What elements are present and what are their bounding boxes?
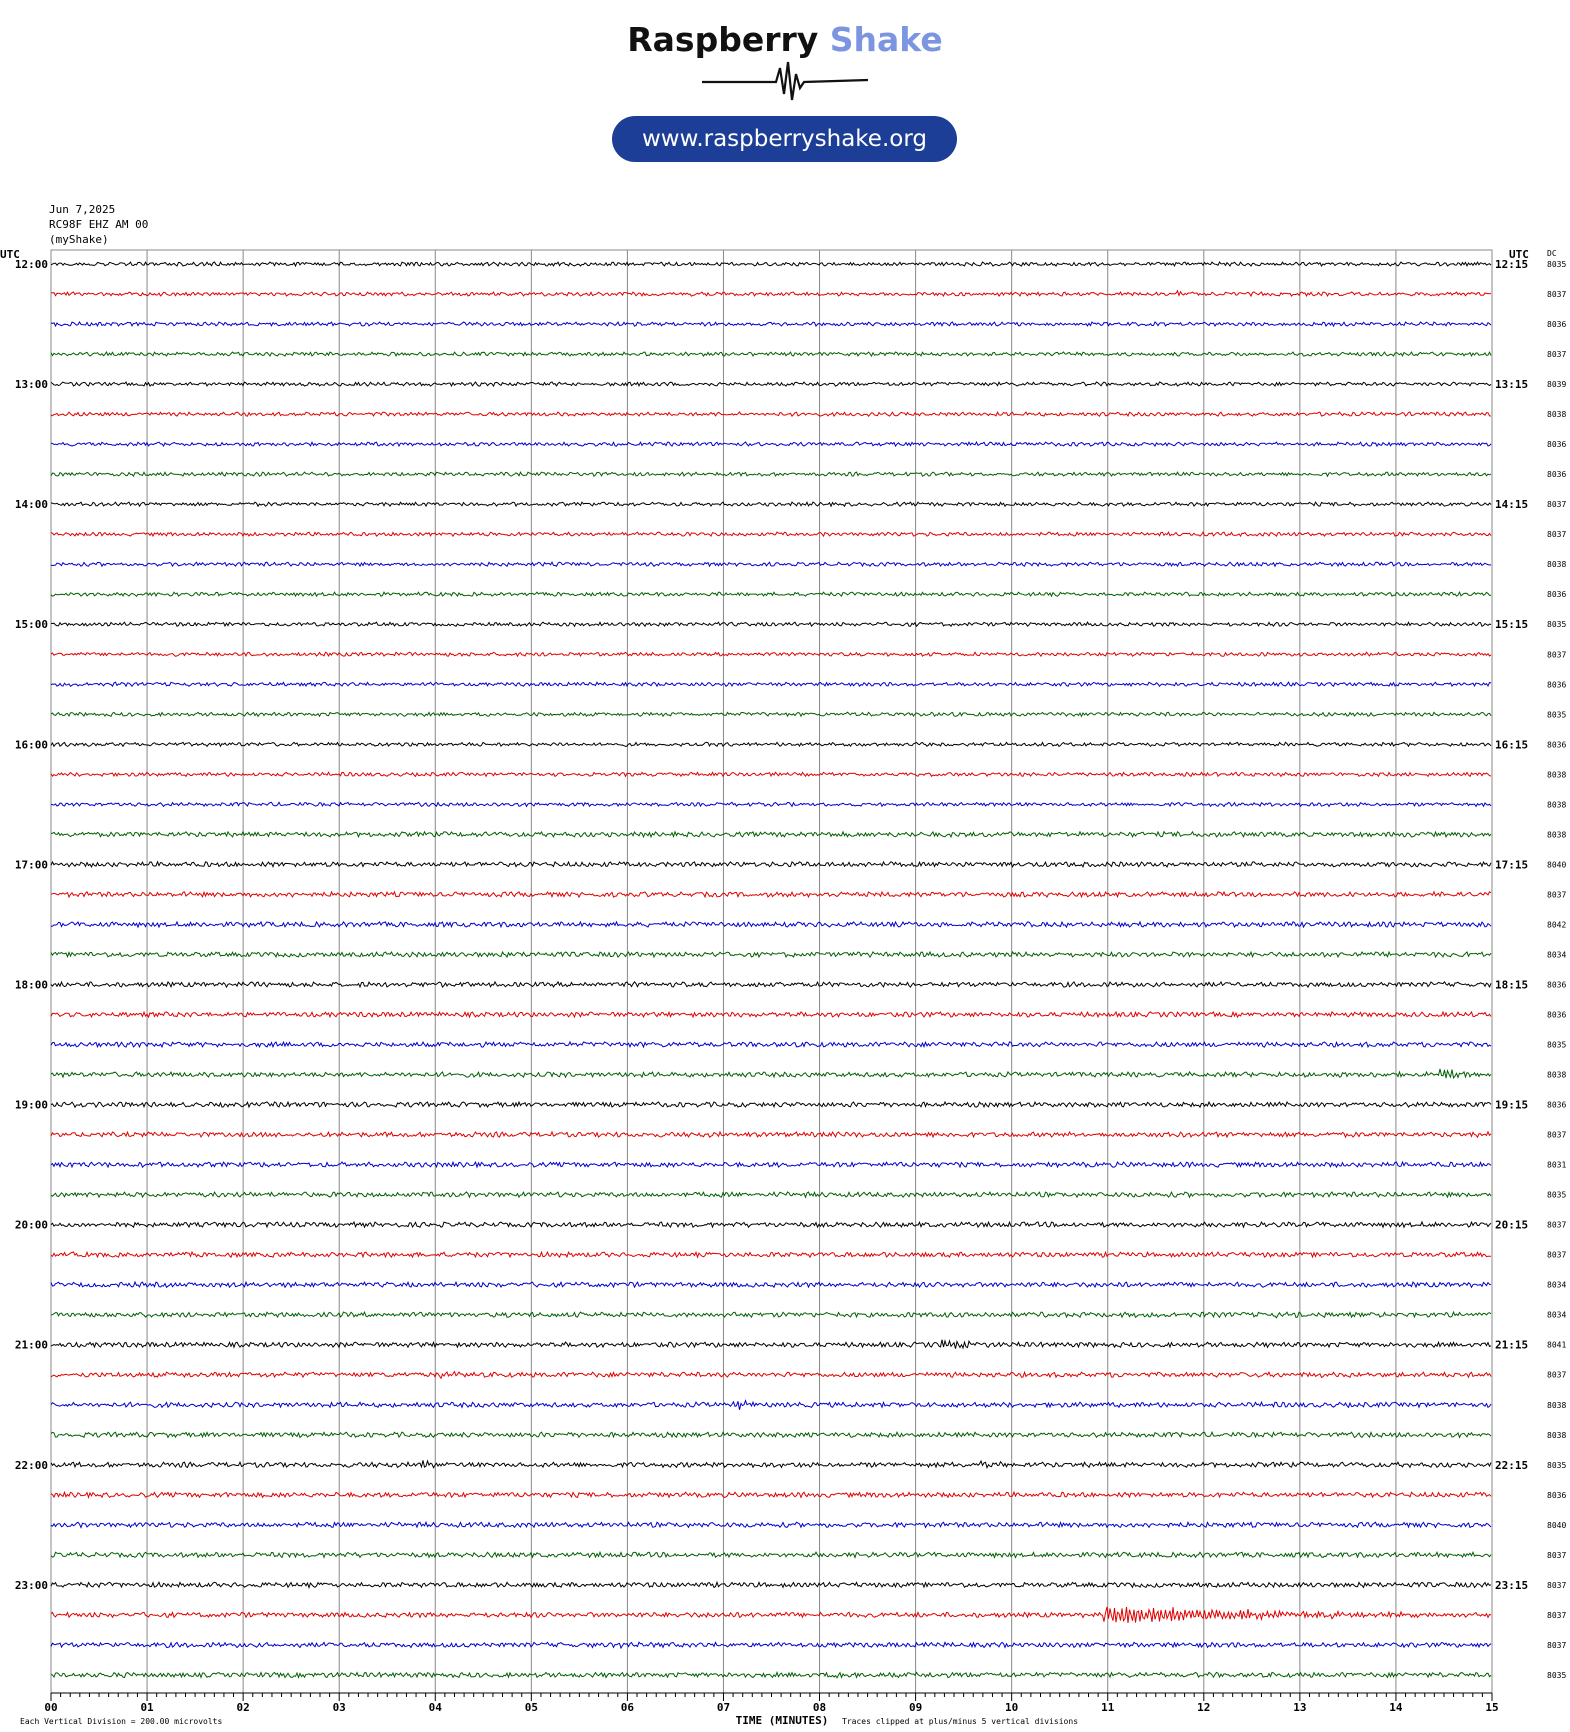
dc-value: 8035 (1547, 1460, 1567, 1470)
dc-value: 8037 (1547, 1130, 1567, 1140)
dc-value: 8034 (1547, 1280, 1567, 1290)
left-utc-header: UTC (0, 248, 20, 261)
dc-value: 8038 (1547, 770, 1567, 780)
trace-line-3 (51, 352, 1491, 356)
left-hour-label: 22:00 (14, 1458, 48, 1472)
trace-line-12 (51, 622, 1491, 626)
right-hour-label: 19:15 (1495, 1098, 1529, 1112)
station-label: RC98F EHZ AM 00 (49, 218, 149, 231)
x-tick-label: 04 (428, 1701, 442, 1714)
dc-value: 8034 (1547, 1310, 1567, 1320)
trace-line-14 (51, 682, 1491, 686)
right-hour-label: 17:15 (1495, 858, 1529, 872)
dc-value: 8036 (1547, 470, 1567, 480)
right-hour-label: 21:15 (1495, 1338, 1529, 1352)
x-tick-label: 07 (716, 1701, 731, 1714)
dc-value: 8036 (1547, 740, 1567, 750)
trace-line-16 (51, 742, 1491, 746)
trace-line-17 (51, 772, 1491, 776)
trace-line-42 (51, 1522, 1491, 1527)
trace-line-18 (51, 802, 1491, 806)
dc-value: 8036 (1547, 590, 1567, 600)
trace-line-26 (51, 1042, 1491, 1047)
dc-value: 8037 (1547, 350, 1567, 360)
dc-value: 8037 (1547, 500, 1567, 510)
dc-value: 8038 (1547, 410, 1567, 420)
right-hour-label: 20:15 (1495, 1218, 1529, 1232)
left-hour-label: 17:00 (14, 858, 48, 872)
x-tick-label: 02 (236, 1701, 250, 1714)
right-hour-label: 16:15 (1495, 738, 1529, 752)
dc-value: 8038 (1547, 1430, 1567, 1440)
right-hour-label: 18:15 (1495, 978, 1529, 992)
x-tick-label: 05 (524, 1701, 538, 1714)
dc-value: 8037 (1547, 1580, 1567, 1590)
dc-value: 8037 (1547, 650, 1567, 660)
trace-line-6 (51, 442, 1491, 446)
right-hour-label: 12:15 (1495, 258, 1529, 271)
x-tick-label: 13 (1293, 1701, 1307, 1714)
left-hour-label: 18:00 (14, 978, 48, 992)
dc-value: 8038 (1547, 830, 1567, 840)
trace-line-11 (51, 592, 1491, 596)
trace-line-27 (51, 1069, 1491, 1078)
trace-line-38 (51, 1401, 1491, 1410)
trace-line-34 (51, 1282, 1491, 1287)
date-label: Jun 7,2025 (49, 203, 116, 216)
x-axis-label: TIME (MINUTES) (735, 1714, 829, 1727)
x-tick-label: 09 (908, 1701, 923, 1714)
x-tick-label: 08 (812, 1701, 827, 1714)
network-label: (myShake) (49, 233, 109, 246)
footer-clip-note: Traces clipped at plus/minus 5 vertical divisions (842, 1717, 1079, 1726)
dc-value: 8036 (1547, 1100, 1567, 1110)
dc-value: 8035 (1547, 710, 1567, 720)
trace-line-1 (51, 291, 1491, 296)
dc-value: 8038 (1547, 1400, 1567, 1410)
trace-line-46 (51, 1642, 1491, 1648)
x-tick-label: 15 (1485, 1701, 1499, 1714)
trace-line-32 (51, 1222, 1491, 1227)
trace-line-4 (51, 382, 1491, 386)
trace-line-7 (51, 472, 1491, 476)
x-tick-label: 06 (620, 1701, 635, 1714)
trace-line-41 (51, 1492, 1491, 1497)
dc-value: 8036 (1547, 1490, 1567, 1500)
trace-line-9 (51, 532, 1491, 536)
x-tick-label: 10 (1005, 1701, 1019, 1714)
website-url-link[interactable]: www.raspberryshake.org (612, 116, 957, 162)
dc-value: 8037 (1547, 1370, 1567, 1380)
trace-line-20 (51, 862, 1491, 867)
footer-scale-note: Each Vertical Division = 200.00 microvolts (20, 1717, 223, 1726)
dc-value: 8036 (1547, 680, 1567, 690)
dc-value: 8036 (1547, 440, 1567, 450)
right-hour-label: 13:15 (1495, 378, 1529, 392)
trace-line-2 (51, 322, 1491, 326)
trace-line-5 (51, 412, 1491, 416)
trace-line-33 (51, 1252, 1491, 1257)
x-tick-label: 12 (1197, 1701, 1211, 1714)
x-tick-label: 03 (332, 1701, 346, 1714)
dc-value: 8037 (1547, 1640, 1567, 1650)
dc-value: 8036 (1547, 320, 1567, 330)
dc-value: 8035 (1547, 620, 1567, 630)
dc-value: 8035 (1547, 1190, 1567, 1200)
dc-header: DC (1547, 249, 1557, 258)
dc-value: 8037 (1547, 1220, 1567, 1230)
trace-line-15 (51, 712, 1491, 716)
dc-value: 8040 (1547, 1520, 1567, 1530)
dc-value: 8037 (1547, 1610, 1567, 1620)
trace-line-45 (51, 1607, 1491, 1623)
left-hour-label: 21:00 (14, 1338, 48, 1352)
dc-value: 8037 (1547, 1550, 1567, 1560)
trace-line-25 (51, 1012, 1491, 1017)
trace-line-44 (51, 1582, 1491, 1587)
dc-value: 8042 (1547, 920, 1567, 930)
right-hour-label: 14:15 (1495, 498, 1529, 512)
left-hour-label: 13:00 (14, 378, 48, 392)
left-hour-label: 19:00 (14, 1098, 48, 1112)
trace-line-47 (51, 1672, 1491, 1677)
x-tick-label: 00 (44, 1701, 58, 1714)
dc-value: 8034 (1547, 950, 1567, 960)
trace-line-21 (51, 892, 1491, 897)
trace-line-19 (51, 832, 1491, 837)
trace-line-43 (51, 1552, 1491, 1557)
trace-line-8 (51, 502, 1491, 506)
x-tick-label: 01 (140, 1701, 154, 1714)
trace-line-23 (51, 952, 1491, 957)
trace-line-31 (51, 1192, 1491, 1197)
logo-word-raspberry: Raspberry (627, 20, 819, 59)
trace-line-40 (51, 1460, 1491, 1467)
x-tick-label: 14 (1389, 1701, 1403, 1714)
dc-value: 8035 (1547, 1670, 1567, 1680)
left-hour-label: 15:00 (14, 618, 48, 632)
trace-group (51, 262, 1491, 1678)
left-hour-label: 23:00 (14, 1578, 48, 1592)
x-tick-label: 11 (1101, 1701, 1115, 1714)
left-hour-label: 20:00 (14, 1218, 48, 1232)
plot-frame (51, 250, 1492, 1693)
dc-value: 8038 (1547, 560, 1567, 570)
dc-value: 8037 (1547, 1250, 1567, 1260)
dc-value: 8041 (1547, 1340, 1567, 1350)
dc-value: 8038 (1547, 800, 1567, 810)
dc-value: 8039 (1547, 380, 1567, 390)
dc-value: 8031 (1547, 1160, 1567, 1170)
left-hour-label: 12:00 (14, 258, 48, 271)
dc-value: 8036 (1547, 1010, 1567, 1020)
dc-value: 8040 (1547, 860, 1567, 870)
trace-line-35 (51, 1312, 1491, 1318)
trace-line-29 (51, 1132, 1491, 1137)
dc-value: 8035 (1547, 1040, 1567, 1050)
logo-word-shake: Shake (829, 20, 943, 59)
trace-line-24 (51, 982, 1491, 987)
dc-value: 8037 (1547, 890, 1567, 900)
trace-line-39 (51, 1432, 1491, 1437)
trace-line-37 (51, 1372, 1491, 1379)
dc-value: 8038 (1547, 1070, 1567, 1080)
left-hour-label: 16:00 (14, 738, 48, 752)
dc-value: 8035 (1547, 260, 1567, 269)
trace-line-0 (51, 262, 1491, 266)
right-hour-label: 15:15 (1495, 618, 1529, 632)
trace-line-28 (51, 1102, 1491, 1107)
dc-value: 8036 (1547, 980, 1567, 990)
trace-line-36 (51, 1340, 1491, 1349)
left-hour-label: 14:00 (14, 498, 48, 512)
trace-line-22 (51, 922, 1491, 927)
trace-line-10 (51, 562, 1491, 566)
right-hour-label: 22:15 (1495, 1458, 1529, 1472)
right-utc-header: UTC (1509, 248, 1529, 261)
chart-grid (51, 250, 1492, 1701)
trace-line-13 (51, 652, 1491, 656)
dc-value: 8037 (1547, 290, 1567, 300)
label-group (0, 248, 1566, 1727)
right-hour-label: 23:15 (1495, 1578, 1529, 1592)
trace-line-30 (51, 1162, 1491, 1167)
dc-value: 8037 (1547, 530, 1567, 540)
